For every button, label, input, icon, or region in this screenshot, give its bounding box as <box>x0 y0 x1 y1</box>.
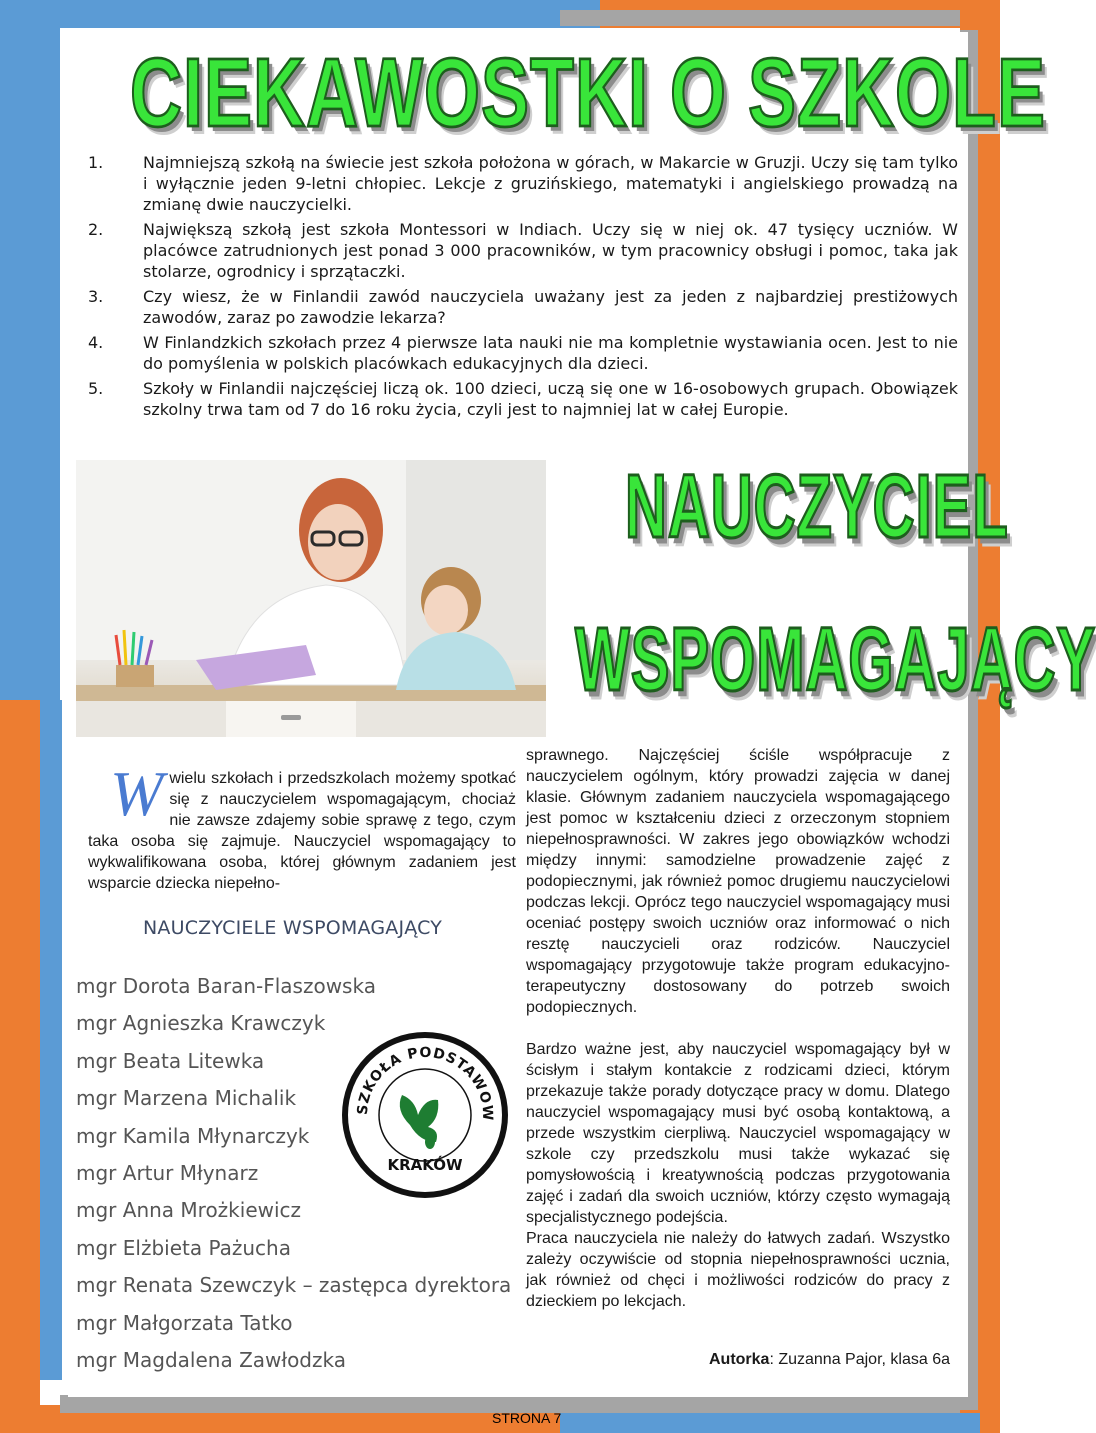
list-text: Największą szkołą jest szkoła Montessori w Indiach. Uczy się w niej ok. 47 tysięcy uczniów. W placówce zatrudnionych jest ponad 3 000 pracowników, w tym pracownicy obsługi i pomoc, taka jak stolarze, ogrodnicy i sprzątaczki. <box>143 220 958 281</box>
list-item <box>88 286 958 328</box>
list-number: 5. <box>88 379 104 398</box>
frame-gray-top <box>560 10 980 26</box>
author-line <box>526 1351 950 1369</box>
teacher-name: mgr Agnieszka Krawczyk <box>76 1011 326 1036</box>
frame-orange-left <box>0 700 40 1433</box>
list-item <box>88 378 958 420</box>
frame-blue-left-lower <box>40 700 62 1380</box>
section-title-line2: WSPOMAGAJĄCY <box>575 609 1096 711</box>
teacher-name: mgr Anna Mrożkiewicz <box>76 1198 302 1223</box>
list-text: Najmniejszą szkołą na świecie jest szkoła położona w górach, w Makarcie w Gruzji. Uczy się tam tylko i wyłącznie jeden 9-letni chłopiec. Lekcje z gruzińskiego, matematyki i angielskiego prowadzą na zmianę dwie nauczycielki. <box>143 153 958 214</box>
teacher-with-child-photo <box>76 460 546 737</box>
article-right-column <box>526 745 950 1312</box>
school-logo <box>340 1030 510 1200</box>
page-title: CIEKAWOSTKI O SZKOLE <box>130 39 1047 148</box>
article-paragraph: sprawnego. Najczęściej ściśle współpracuje z nauczycielem ogólnym, który prowadzi zajęcia w danej klasie. Głównym zadaniem nauczyciela wspomagającego jest pomoc w kształceniu dzieci z orzeczonym stopniem niepełnosprawności. W zakres jego obowiązków wchodzi między innymi: samodzielne prowadzenie zajęć z podopiecznymi, jak również pomoc drugiemu nauczycielowi podczas lekcji. Oprócz tego nauczyciel wspomagający musi oceniać postępy swoich uczniów oraz informować o nich resztę nauczycieli oraz rodziców. Nauczyciel wspomagający przygotowuje także program edukacyjno-terapeutyczny dostosowany do potrzeb swoich podopiecznych. <box>526 747 950 1016</box>
article-left-column <box>88 758 516 894</box>
list-number: 1. <box>88 153 104 172</box>
teachers-heading: NAUCZYCIELE WSPOMAGAJĄCY <box>143 917 443 939</box>
page-number: STRONA 7 <box>492 1410 562 1426</box>
facts-list <box>88 152 958 424</box>
list-item <box>88 219 958 282</box>
list-item <box>88 152 958 215</box>
teacher-name: mgr Dorota Baran-Flaszowska <box>76 974 376 998</box>
teacher-name: mgr Renata Szewczyk – zastępca dyrektora <box>76 1273 512 1298</box>
teacher-name: mgr Artur Młynarz <box>76 1160 259 1185</box>
author-label: Autorka <box>708 1351 770 1368</box>
section-title-line1: NAUCZYCIEL <box>625 456 1009 558</box>
teacher-name: mgr Elżbieta Pażucha <box>76 1235 291 1260</box>
list-text: Czy wiesz, że w Finlandii zawód nauczyciela uważany jest za jeden z najbardziej prestiżowych zawodów, zaraz po zawodzie lekarza? <box>143 287 958 327</box>
frame-blue-top <box>0 0 640 28</box>
drop-cap: W <box>110 758 164 829</box>
article-paragraph: Praca nauczyciela nie należy do łatwych zadań. Wszystko zależy oczywiście od stopnia niepełnosprawności ucznia, jak również od chęci i możliwości rodziców do pracy z dzieckiem po lekcjach. <box>526 1230 950 1310</box>
article-paragraph: Bardzo ważne jest, aby nauczyciel wspomagający był w ścisłym i stałym kontakcie z rodzicami dzieci, którym przekazuje także porady dotyczące pracy w domu. Dlatego nauczyciel wspomagający musi być osobą kontaktową, a przede wszystkim cierpliwą. Nauczyciel wspomagający w szkole czy przedszkolu musi także wykazać się pomysłowością i kreatywnością podczas przygotowania zajęć i zadań dla swoich uczniów, którzy często wymagają specjalistycznego podejścia. <box>526 1041 950 1226</box>
teacher-name: mgr Małgorzata Tatko <box>76 1310 293 1335</box>
frame-blue-bottom <box>560 1413 980 1433</box>
teacher-name: mgr Magdalena Zawłodzka <box>76 1347 346 1372</box>
author-name: : Zuzanna Pajor, klasa 6a <box>769 1351 950 1368</box>
list-number: 2. <box>88 220 104 239</box>
list-text: W Finlandzkich szkołach przez 4 pierwsze lata nauki nie ma kompletnie wystawiania ocen. Jest to nie do pomyślenia w polskich placówkach edukacyjnych dla dzieci. <box>143 333 958 373</box>
list-number: 3. <box>88 287 104 306</box>
teacher-name: mgr Kamila Młynarczyk <box>76 1123 310 1148</box>
article-intro-text: wielu szkołach i przedszkolach możemy spotkać się z nauczycielem wspomagającym, chociaż nie zawsze zdajemy sobie sprawę z tego, czym taka osoba się zajmuje. Nauczyciel wspomagający to wykwalifikowana osoba, której głównym zadaniem jest wsparcie dziecka niepełno- <box>88 770 516 892</box>
frame-blue-left <box>0 0 60 700</box>
list-item <box>88 332 958 374</box>
logo-ring-text: SZKOŁA PODSTAWOW <box>354 1044 496 1122</box>
logo-city: KRAKÓW <box>387 1156 463 1174</box>
teacher-name: mgr Marzena Michalik <box>76 1086 297 1111</box>
list-text: Szkoły w Finlandii najczęściej liczą ok. 100 dzieci, uczą się one w 16-osobowych grupach. Obowiązek szkolny trwa tam od 7 do 16 roku życia, czyli jest to najmniej lat w całej Europie. <box>143 379 958 419</box>
teacher-name: mgr Beata Litewka <box>76 1048 265 1073</box>
list-number: 4. <box>88 333 104 352</box>
